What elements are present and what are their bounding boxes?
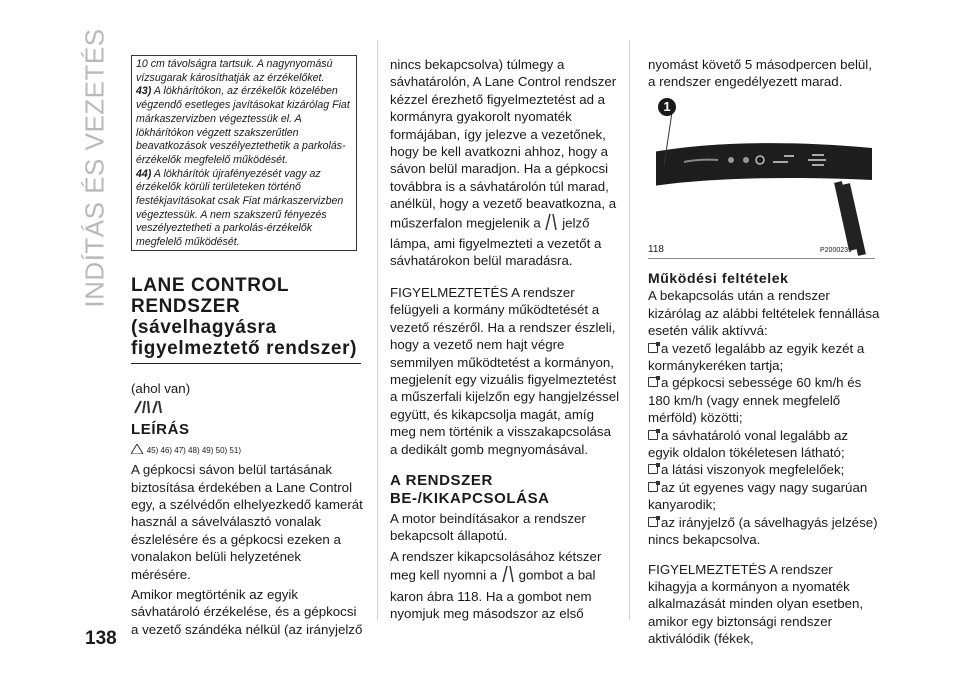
figure-steering-column-lever [648, 90, 875, 259]
note-item [136, 168, 352, 250]
list-item [648, 340, 880, 375]
note-number: 43) [136, 85, 152, 98]
column-divider [377, 40, 378, 620]
paragraph: A motor beindításakor a rendszer bekapcsolt állapotú. [390, 510, 586, 544]
warning-notes-box [131, 55, 357, 251]
column-divider [629, 40, 630, 620]
column-2 [390, 56, 622, 622]
section-title: LANE CONTROL RENDSZER (sávelhagyásra figyelmeztető rendszer) [131, 275, 361, 364]
checkbox-bullet-icon [648, 464, 658, 474]
checkbox-bullet-icon [648, 430, 658, 440]
figure-code: P2000239 [820, 247, 852, 254]
list-item-text: az irányjelző (a sávelhagyás jelzése) nincs bekapcsolva. [648, 514, 878, 548]
list-item-text: a gépkocsi sebessége 60 km/h és 180 km/h (vagy ennek megfelelő mérföld) közötti; [648, 375, 862, 426]
list-item [648, 374, 880, 426]
paragraph: Amikor megtörténik az egyik sávhatároló érzékelése, és a gépkocsi a vezető szándéka nélkül (az irányjelző [131, 587, 363, 637]
column-3 [648, 270, 880, 648]
note-text: A lökhárítókon, az érzékelők közelében végzendő esetleges javításokat kizárólag Fiat márkaszervizben végeztessük el. A lökhárítókon végzett szakszerűtlen beavatkozások veszélyeztethetik a parkolás-érzékelők megfelelő működését. [136, 85, 350, 166]
list-item [648, 461, 880, 478]
lane-control-warning-icon [544, 213, 558, 235]
checkbox-bullet-icon [648, 517, 658, 527]
figure-label: 118 [648, 244, 664, 255]
warning-references: 45) 46) 47) 48) 49) 50) 51) [146, 445, 241, 455]
paragraph [390, 56, 622, 270]
list-item-text: az út egyenes vagy nagy sugarúan kanyarodik; [648, 479, 868, 513]
list-item [648, 427, 880, 462]
lane-control-button-icon [501, 565, 515, 587]
leiras-heading: LEÍRÁS [131, 421, 190, 439]
paragraph-text: gombot a bal karon ábra 118. Ha a gombot nem nyomjuk meg másodszor az első [390, 567, 596, 621]
checkbox-bullet-icon [648, 482, 658, 492]
list-item [648, 479, 880, 514]
subsection-heading: A RENDSZER BE-/KIKAPCSOLÁSA [390, 471, 550, 507]
warning-paragraph: FIGYELMEZTETÉS A rendszer felügyeli a kormány működtetését a vezető részéről. Ha a rendszer észleli, hogy a vezető nem hajt végre semmilyen működtetést a kormányon, megjelenít egy vizuális figyelmeztetést a műszerfali kijelzőn egy hangjelzéssel együtt, és kikapcsolja magát, amíg meg nem történik a visszakapcsolása a dedikált gomb megnyomásával. [390, 284, 620, 457]
note-item [136, 85, 352, 167]
page-number: 138 [85, 628, 117, 649]
paragraph: A gépkocsi sávon belül tartásának biztosítása érdekében a Lane Control egy, a szélvédőn elhelyezkedő kamerát használ a sávelválasztó vonalak észlelésére és a gépkocsi ezeken a vonalakon belüli helyzetének mérésére. [131, 462, 363, 582]
sidebar-section-title: INDÍTÁS ÉS VEZETÉS [79, 28, 110, 308]
column-3-top [648, 56, 878, 91]
checkbox-bullet-icon [648, 377, 658, 387]
paragraph: A bekapcsolás után a rendszer kizárólag az alábbi feltételek fennállása esetén válik aktívvá: [648, 288, 880, 339]
note-text: A lökhárítók újrafényezését vagy az érzékelők körüli területeken történő festékjavításokat csak Fiat márkaszervizben végeztessük. A nem szakszerű fényezés veszélyeztetheti a parkolás-érzékelők megfelelő működését. [136, 167, 344, 249]
lane-control-icon [131, 397, 363, 417]
note-number: 44) [136, 167, 152, 180]
paragraph-text: jelző lámpa, ami figyelmezteti a vezetőt a sávhatárokon belül maradásra. [390, 215, 602, 269]
figure-callout-badge: 1 [658, 98, 676, 116]
column-1 [131, 380, 363, 638]
note-text: 10 cm távolságra tartsuk. A nagynyomású vízsugarak károsíthatják az érzékelőket. [136, 58, 333, 84]
list-item [648, 514, 880, 549]
conditions-heading: Működési feltételek [648, 270, 789, 286]
warning-reference-icon [131, 441, 143, 458]
list-item-text: a vezető legalább az egyik kezét a kormánykeréken tartja; [648, 340, 865, 374]
list-item-text: a látási viszonyok megfelelőek; [661, 462, 845, 478]
paragraph-text: A rendszer kikapcsolásához kétszer meg kell nyomni a [390, 548, 602, 583]
list-item-text: a sávhatároló vonal legalább az egyik oldalon tökéletesen látható; [648, 427, 849, 461]
availability-note: (ahol van) [131, 381, 191, 396]
checkbox-bullet-icon [648, 343, 658, 353]
paragraph-text: nincs bekapcsolva) túlmegy a sávhatárolón, A Lane Control rendszer kézzel érezhető figyelmeztetést ad a kormányra gyakorolt nyomaték formájában, így jelezve a vezetőnek, hogy be kell avatkozni ahhoz, hogy a sávon belül maradjon. Ha a gépkocsi továbbra is a sávhatárolón túl marad, anélkül, hogy a vezető beavatkozna, a műszerfalon megjelenik a [390, 57, 617, 231]
paragraph: nyomást követő 5 másodpercen belül, a rendszer engedélyezett marad. [648, 57, 872, 90]
warning-paragraph: FIGYELMEZTETÉS A rendszer kihagyja a kormányon a nyomaték alkalmazását minden olyan esetben, amikor egy biztonsági rendszer aktiválódik (fékek, [648, 561, 864, 647]
